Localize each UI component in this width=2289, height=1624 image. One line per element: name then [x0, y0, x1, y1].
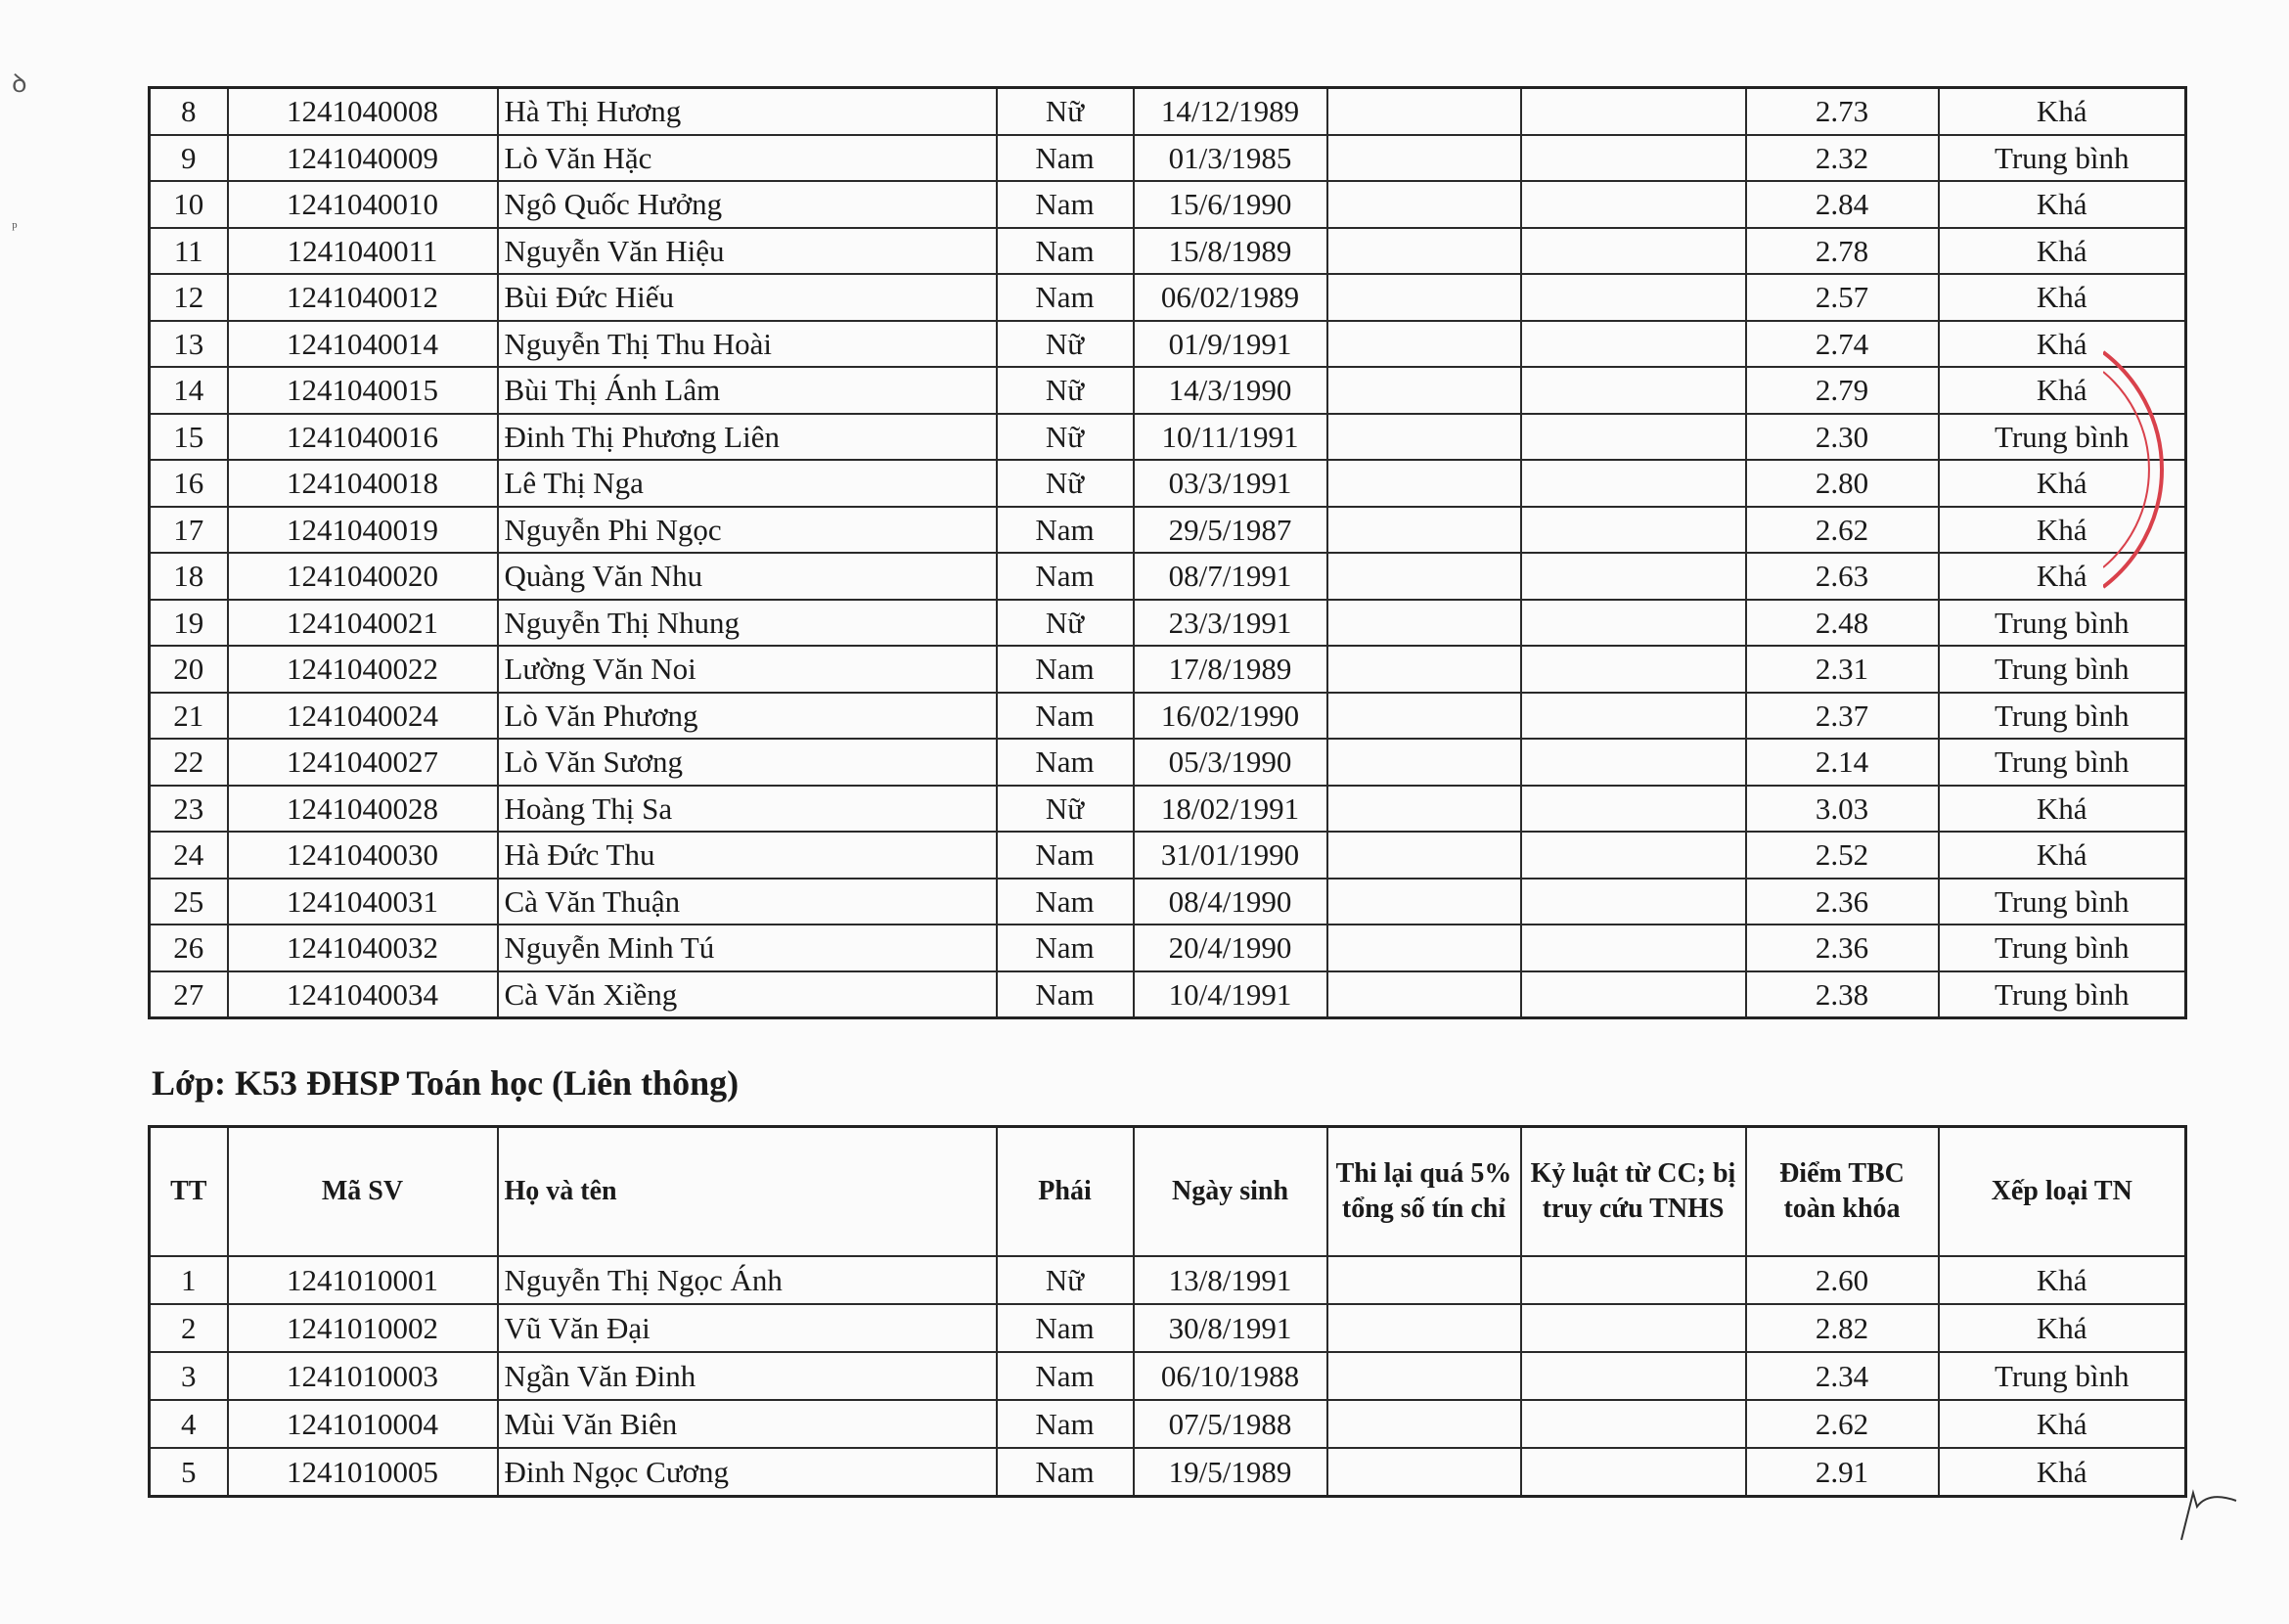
cell-retake: [1327, 88, 1521, 135]
cell-gpa: 2.37: [1746, 693, 1939, 740]
table-row: [150, 1352, 2186, 1400]
header-student-id: Mã SV: [228, 1127, 498, 1257]
cell-discipline: [1521, 507, 1746, 554]
cell-tt: 20: [150, 646, 228, 693]
cell-dob: 17/8/1989: [1134, 646, 1327, 693]
cell-rank: Khá: [1939, 832, 2186, 879]
cell-discipline: [1521, 600, 1746, 647]
cell-gpa: 2.73: [1746, 88, 1939, 135]
cell-gpa: 2.14: [1746, 739, 1939, 786]
cell-rank: Trung bình: [1939, 925, 2186, 971]
cell-dob: 05/3/1990: [1134, 739, 1327, 786]
cell-full-name: Nguyễn Phi Ngọc: [498, 507, 997, 554]
cell-rank: Trung bình: [1939, 1352, 2186, 1400]
table-row: [150, 321, 2186, 368]
cell-discipline: [1521, 553, 1746, 600]
cell-full-name: Nguyễn Thị Thu Hoài: [498, 321, 997, 368]
cell-tt: 16: [150, 460, 228, 507]
cell-rank: Khá: [1939, 181, 2186, 228]
cell-student-id: 1241010001: [228, 1256, 498, 1304]
cell-discipline: [1521, 414, 1746, 461]
cell-full-name: Lò Văn Sương: [498, 739, 997, 786]
table-row: [150, 600, 2186, 647]
student-table-k53: [148, 1125, 2187, 1498]
cell-tt: 24: [150, 832, 228, 879]
table-row: [150, 228, 2186, 275]
cell-rank: Trung bình: [1939, 971, 2186, 1018]
cell-tt: 10: [150, 181, 228, 228]
cell-sex: Nam: [997, 274, 1134, 321]
cell-sex: Nam: [997, 507, 1134, 554]
cell-tt: 9: [150, 135, 228, 182]
cell-rank: Khá: [1939, 228, 2186, 275]
cell-retake: [1327, 879, 1521, 925]
cell-tt: 4: [150, 1400, 228, 1448]
cell-full-name: Vũ Văn Đại: [498, 1304, 997, 1352]
cell-student-id: 1241010003: [228, 1352, 498, 1400]
cell-dob: 15/8/1989: [1134, 228, 1327, 275]
table-row: [150, 507, 2186, 554]
cell-sex: Nam: [997, 693, 1134, 740]
cell-tt: 17: [150, 507, 228, 554]
cell-sex: Nữ: [997, 1256, 1134, 1304]
cell-student-id: 1241040014: [228, 321, 498, 368]
cell-dob: 06/02/1989: [1134, 274, 1327, 321]
cell-tt: 11: [150, 228, 228, 275]
cell-student-id: 1241040019: [228, 507, 498, 554]
cell-student-id: 1241040028: [228, 786, 498, 833]
cell-gpa: 2.48: [1746, 600, 1939, 647]
cell-gpa: 3.03: [1746, 786, 1939, 833]
cell-rank: Khá: [1939, 1304, 2186, 1352]
cell-rank: Trung bình: [1939, 414, 2186, 461]
cell-gpa: 2.30: [1746, 414, 1939, 461]
cell-student-id: 1241040011: [228, 228, 498, 275]
cell-gpa: 2.79: [1746, 367, 1939, 414]
cell-sex: Nam: [997, 832, 1134, 879]
cell-student-id: 1241040031: [228, 879, 498, 925]
cell-sex: Nữ: [997, 321, 1134, 368]
header-dob: Ngày sinh: [1134, 1127, 1327, 1257]
cell-student-id: 1241040024: [228, 693, 498, 740]
cell-sex: Nam: [997, 1304, 1134, 1352]
cell-student-id: 1241040021: [228, 600, 498, 647]
table-row: [150, 1256, 2186, 1304]
cell-tt: 26: [150, 925, 228, 971]
cell-retake: [1327, 414, 1521, 461]
cell-retake: [1327, 971, 1521, 1018]
cell-tt: 15: [150, 414, 228, 461]
cell-rank: Trung bình: [1939, 600, 2186, 647]
table-row: [150, 646, 2186, 693]
signature-mark: [2179, 1473, 2238, 1542]
cell-sex: Nữ: [997, 460, 1134, 507]
cell-student-id: 1241040022: [228, 646, 498, 693]
cell-full-name: Nguyễn Văn Hiệu: [498, 228, 997, 275]
cell-sex: Nam: [997, 971, 1134, 1018]
cell-discipline: [1521, 88, 1746, 135]
cell-discipline: [1521, 1448, 1746, 1497]
header-discipline: Kỷ luật từ CC; bị truy cứu TNHS: [1521, 1127, 1746, 1257]
cell-student-id: 1241010004: [228, 1400, 498, 1448]
header-rank: Xếp loại TN: [1939, 1127, 2186, 1257]
table-row: [150, 414, 2186, 461]
cell-dob: 31/01/1990: [1134, 832, 1327, 879]
cell-dob: 15/6/1990: [1134, 181, 1327, 228]
cell-sex: Nam: [997, 135, 1134, 182]
table-row: [150, 274, 2186, 321]
cell-tt: 5: [150, 1448, 228, 1497]
cell-tt: 13: [150, 321, 228, 368]
cell-rank: Trung bình: [1939, 646, 2186, 693]
cell-dob: 10/4/1991: [1134, 971, 1327, 1018]
cell-retake: [1327, 646, 1521, 693]
cell-retake: [1327, 274, 1521, 321]
cell-full-name: Cà Văn Xiềng: [498, 971, 997, 1018]
cell-dob: 30/8/1991: [1134, 1304, 1327, 1352]
cell-full-name: Quàng Văn Nhu: [498, 553, 997, 600]
table-row: [150, 971, 2186, 1018]
table-row: [150, 1304, 2186, 1352]
cell-dob: 23/3/1991: [1134, 600, 1327, 647]
cell-student-id: 1241040018: [228, 460, 498, 507]
cell-retake: [1327, 925, 1521, 971]
cell-retake: [1327, 600, 1521, 647]
cell-full-name: Bùi Đức Hiếu: [498, 274, 997, 321]
cell-sex: Nam: [997, 739, 1134, 786]
cell-rank: Khá: [1939, 460, 2186, 507]
cell-tt: 22: [150, 739, 228, 786]
cell-gpa: 2.80: [1746, 460, 1939, 507]
cell-tt: 12: [150, 274, 228, 321]
cell-gpa: 2.63: [1746, 553, 1939, 600]
cell-tt: 21: [150, 693, 228, 740]
cell-retake: [1327, 739, 1521, 786]
cell-tt: 2: [150, 1304, 228, 1352]
cell-sex: Nam: [997, 553, 1134, 600]
cell-retake: [1327, 507, 1521, 554]
class-title: Lớp: K53 ĐHSP Toán học (Liên thông): [152, 1063, 740, 1103]
table-row: [150, 553, 2186, 600]
cell-discipline: [1521, 1352, 1746, 1400]
cell-rank: Khá: [1939, 507, 2186, 554]
cell-full-name: Nguyễn Thị Ngọc Ánh: [498, 1256, 997, 1304]
cell-gpa: 2.84: [1746, 181, 1939, 228]
cell-retake: [1327, 367, 1521, 414]
table-row: [150, 88, 2186, 135]
cell-full-name: Hà Đức Thu: [498, 832, 997, 879]
cell-student-id: 1241040032: [228, 925, 498, 971]
cell-dob: 19/5/1989: [1134, 1448, 1327, 1497]
cell-sex: Nam: [997, 1352, 1134, 1400]
cell-retake: [1327, 1256, 1521, 1304]
cell-discipline: [1521, 739, 1746, 786]
cell-discipline: [1521, 786, 1746, 833]
cell-retake: [1327, 228, 1521, 275]
cell-discipline: [1521, 646, 1746, 693]
cell-retake: [1327, 786, 1521, 833]
cell-sex: Nam: [997, 1448, 1134, 1497]
cell-student-id: 1241040016: [228, 414, 498, 461]
header-gpa: Điểm TBC toàn khóa: [1746, 1127, 1939, 1257]
cell-discipline: [1521, 367, 1746, 414]
cell-student-id: 1241040010: [228, 181, 498, 228]
cell-gpa: 2.32: [1746, 135, 1939, 182]
cell-tt: 1: [150, 1256, 228, 1304]
cell-rank: Khá: [1939, 1448, 2186, 1497]
cell-gpa: 2.60: [1746, 1256, 1939, 1304]
cell-retake: [1327, 321, 1521, 368]
cell-discipline: [1521, 321, 1746, 368]
cell-rank: Trung bình: [1939, 739, 2186, 786]
cell-rank: Khá: [1939, 88, 2186, 135]
cell-gpa: 2.62: [1746, 1400, 1939, 1448]
cell-gpa: 2.38: [1746, 971, 1939, 1018]
cell-discipline: [1521, 274, 1746, 321]
cell-student-id: 1241040027: [228, 739, 498, 786]
cell-full-name: Lường Văn Noi: [498, 646, 997, 693]
cell-dob: 29/5/1987: [1134, 507, 1327, 554]
cell-retake: [1327, 460, 1521, 507]
cell-full-name: Hoàng Thị Sa: [498, 786, 997, 833]
cell-tt: 23: [150, 786, 228, 833]
cell-retake: [1327, 693, 1521, 740]
cell-rank: Trung bình: [1939, 135, 2186, 182]
header-sex: Phái: [997, 1127, 1134, 1257]
table-row: [150, 1400, 2186, 1448]
cell-discipline: [1521, 228, 1746, 275]
cell-student-id: 1241040015: [228, 367, 498, 414]
cell-discipline: [1521, 693, 1746, 740]
cell-discipline: [1521, 1256, 1746, 1304]
cell-rank: Trung bình: [1939, 879, 2186, 925]
cell-gpa: 2.82: [1746, 1304, 1939, 1352]
cell-discipline: [1521, 832, 1746, 879]
cell-full-name: Hà Thị Hương: [498, 88, 997, 135]
table-row: [150, 879, 2186, 925]
cell-dob: 08/7/1991: [1134, 553, 1327, 600]
cell-rank: Khá: [1939, 367, 2186, 414]
cell-dob: 06/10/1988: [1134, 1352, 1327, 1400]
table-row: [150, 739, 2186, 786]
table-header: [150, 1127, 2186, 1257]
scan-mark: ᵖ: [12, 217, 18, 237]
cell-retake: [1327, 1448, 1521, 1497]
cell-sex: Nam: [997, 1400, 1134, 1448]
cell-full-name: Bùi Thị Ánh Lâm: [498, 367, 997, 414]
cell-student-id: 1241010005: [228, 1448, 498, 1497]
cell-dob: 10/11/1991: [1134, 414, 1327, 461]
cell-full-name: Lò Văn Hặc: [498, 135, 997, 182]
cell-discipline: [1521, 1304, 1746, 1352]
student-table-continued: [148, 86, 2187, 1019]
cell-full-name: Lò Văn Phương: [498, 693, 997, 740]
cell-gpa: 2.62: [1746, 507, 1939, 554]
cell-sex: Nữ: [997, 88, 1134, 135]
cell-full-name: Lê Thị Nga: [498, 460, 997, 507]
cell-student-id: 1241040034: [228, 971, 498, 1018]
cell-student-id: 1241040008: [228, 88, 498, 135]
table-row: [150, 135, 2186, 182]
cell-dob: 14/3/1990: [1134, 367, 1327, 414]
cell-retake: [1327, 1352, 1521, 1400]
cell-sex: Nữ: [997, 600, 1134, 647]
cell-gpa: 2.34: [1746, 1352, 1939, 1400]
cell-retake: [1327, 553, 1521, 600]
cell-rank: Khá: [1939, 786, 2186, 833]
cell-dob: 16/02/1990: [1134, 693, 1327, 740]
cell-dob: 20/4/1990: [1134, 925, 1327, 971]
cell-student-id: 1241040009: [228, 135, 498, 182]
cell-tt: 18: [150, 553, 228, 600]
cell-student-id: 1241040030: [228, 832, 498, 879]
cell-discipline: [1521, 925, 1746, 971]
cell-dob: 13/8/1991: [1134, 1256, 1327, 1304]
cell-student-id: 1241040012: [228, 274, 498, 321]
cell-tt: 14: [150, 367, 228, 414]
cell-full-name: Mùi Văn Biên: [498, 1400, 997, 1448]
cell-sex: Nam: [997, 879, 1134, 925]
cell-full-name: Đinh Ngọc Cương: [498, 1448, 997, 1497]
cell-gpa: 2.36: [1746, 925, 1939, 971]
cell-rank: Khá: [1939, 1256, 2186, 1304]
cell-rank: Khá: [1939, 274, 2186, 321]
cell-discipline: [1521, 1400, 1746, 1448]
cell-discipline: [1521, 879, 1746, 925]
table-row: [150, 181, 2186, 228]
cell-discipline: [1521, 460, 1746, 507]
header-tt: TT: [150, 1127, 228, 1257]
cell-full-name: Ngô Quốc Hưởng: [498, 181, 997, 228]
cell-discipline: [1521, 971, 1746, 1018]
cell-full-name: Ngần Văn Đinh: [498, 1352, 997, 1400]
table-row: [150, 460, 2186, 507]
cell-retake: [1327, 135, 1521, 182]
cell-gpa: 2.78: [1746, 228, 1939, 275]
cell-student-id: 1241040020: [228, 553, 498, 600]
cell-sex: Nam: [997, 925, 1134, 971]
cell-gpa: 2.91: [1746, 1448, 1939, 1497]
table-row: [150, 786, 2186, 833]
cell-gpa: 2.57: [1746, 274, 1939, 321]
cell-sex: Nam: [997, 228, 1134, 275]
cell-retake: [1327, 1400, 1521, 1448]
cell-tt: 19: [150, 600, 228, 647]
cell-dob: 18/02/1991: [1134, 786, 1327, 833]
cell-retake: [1327, 181, 1521, 228]
table-row: [150, 832, 2186, 879]
student-table-body: [150, 1256, 2186, 1497]
cell-dob: 14/12/1989: [1134, 88, 1327, 135]
cell-gpa: 2.52: [1746, 832, 1939, 879]
scan-mark: ꝺ: [12, 69, 27, 98]
cell-sex: Nữ: [997, 414, 1134, 461]
cell-gpa: 2.74: [1746, 321, 1939, 368]
cell-dob: 07/5/1988: [1134, 1400, 1327, 1448]
table-row: [150, 693, 2186, 740]
cell-gpa: 2.31: [1746, 646, 1939, 693]
table-row: [150, 367, 2186, 414]
header-retake: Thi lại quá 5% tổng số tín chỉ: [1327, 1127, 1521, 1257]
cell-sex: Nam: [997, 646, 1134, 693]
cell-full-name: Cà Văn Thuận: [498, 879, 997, 925]
cell-dob: 03/3/1991: [1134, 460, 1327, 507]
cell-full-name: Nguyễn Minh Tú: [498, 925, 997, 971]
header-full-name: Họ và tên: [498, 1127, 997, 1257]
cell-tt: 3: [150, 1352, 228, 1400]
cell-tt: 8: [150, 88, 228, 135]
table-row: [150, 925, 2186, 971]
cell-full-name: Nguyễn Thị Nhung: [498, 600, 997, 647]
cell-gpa: 2.36: [1746, 879, 1939, 925]
student-table-body: [150, 88, 2186, 1018]
cell-tt: 25: [150, 879, 228, 925]
cell-discipline: [1521, 135, 1746, 182]
cell-rank: Khá: [1939, 321, 2186, 368]
cell-sex: Nữ: [997, 367, 1134, 414]
cell-sex: Nữ: [997, 786, 1134, 833]
cell-tt: 27: [150, 971, 228, 1018]
cell-student-id: 1241010002: [228, 1304, 498, 1352]
cell-rank: Khá: [1939, 553, 2186, 600]
cell-dob: 01/3/1985: [1134, 135, 1327, 182]
cell-full-name: Đinh Thị Phương Liên: [498, 414, 997, 461]
cell-rank: Khá: [1939, 1400, 2186, 1448]
cell-rank: Trung bình: [1939, 693, 2186, 740]
cell-sex: Nam: [997, 181, 1134, 228]
cell-dob: 01/9/1991: [1134, 321, 1327, 368]
table-row: [150, 1448, 2186, 1497]
cell-dob: 08/4/1990: [1134, 879, 1327, 925]
cell-retake: [1327, 832, 1521, 879]
cell-discipline: [1521, 181, 1746, 228]
cell-retake: [1327, 1304, 1521, 1352]
